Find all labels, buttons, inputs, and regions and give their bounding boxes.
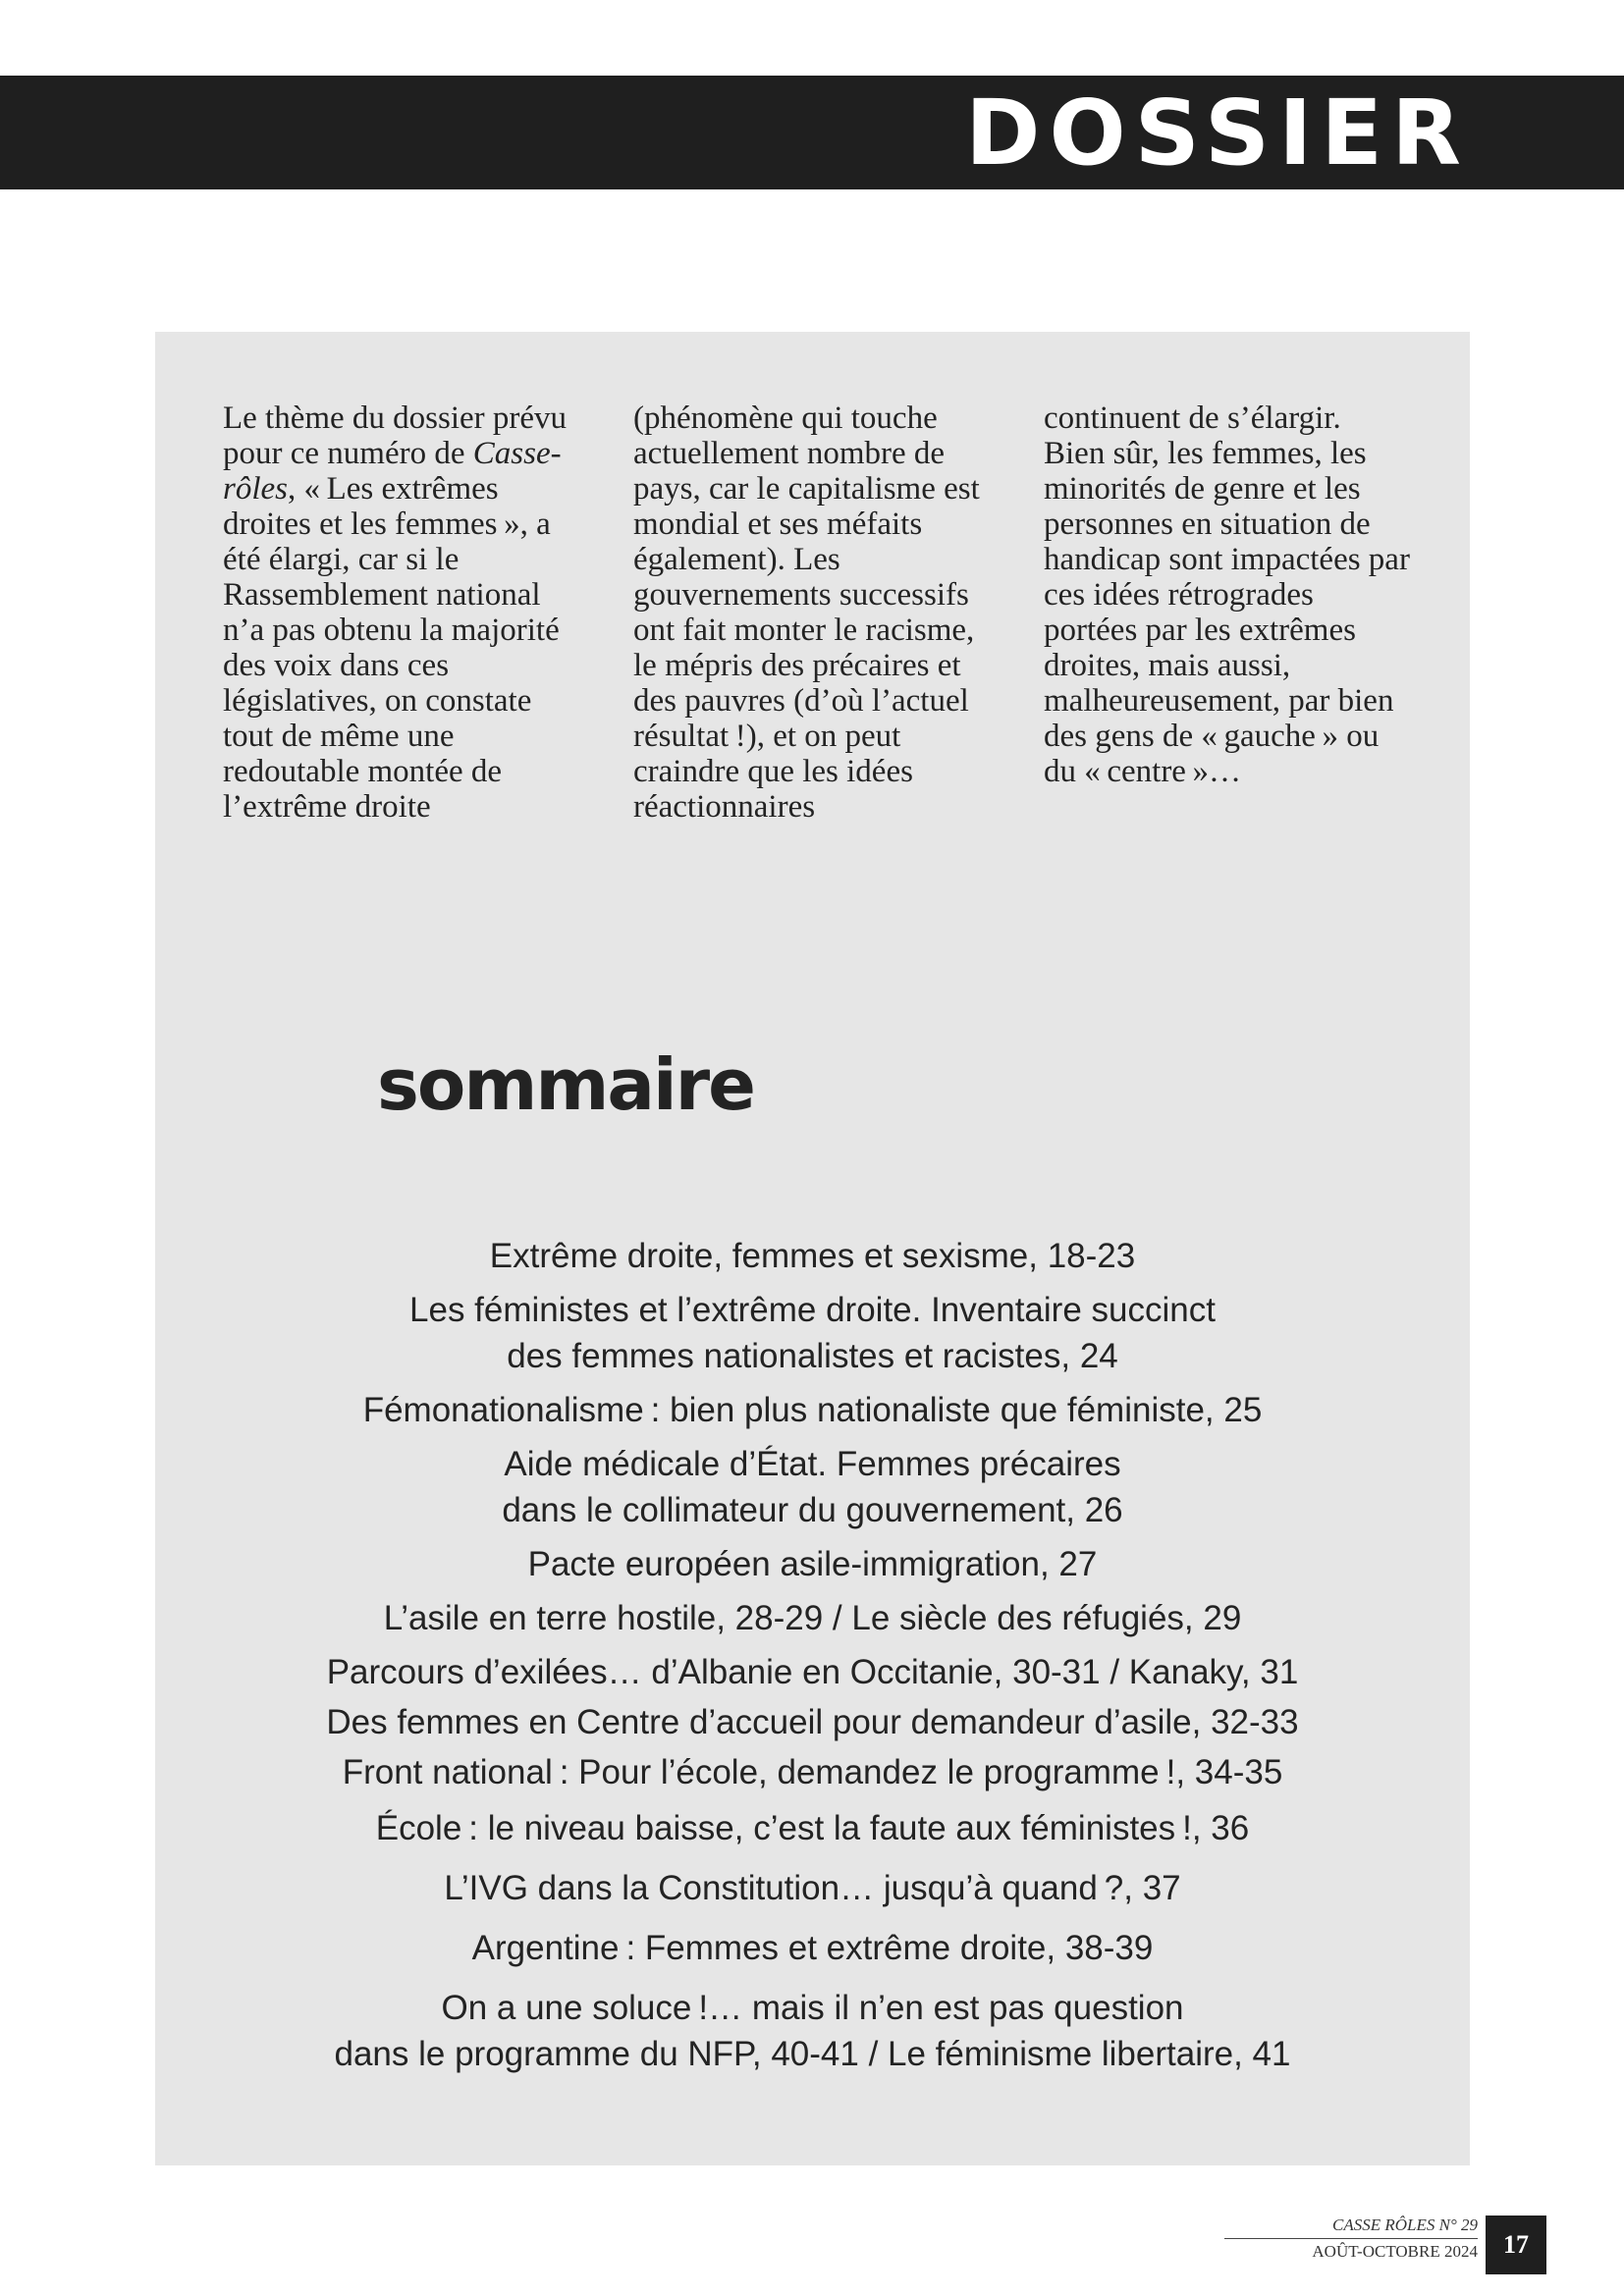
toc-entry [155, 1649, 1470, 1695]
toc-entry-line: Des femmes en Centre d’accueil pour demandeur d’asile, 32-33 [326, 1703, 1299, 1741]
toc-entry-line: dans le programme du NFP, 40-41 / Le féminisme libertaire, 41 [334, 2035, 1291, 2073]
toc-entry [155, 1387, 1470, 1433]
toc-entry-line: Les féministes et l’extrême droite. Inventaire succinct [409, 1291, 1216, 1329]
toc-entry [155, 1925, 1470, 1971]
toc-entry-line: Aide médicale d’État. Femmes précaires [504, 1445, 1121, 1483]
toc-entry-line: École : le niveau baisse, c’est la faute aux féministes !, 36 [375, 1809, 1250, 1847]
toc-entry [155, 1805, 1470, 1851]
section-title: DOSSIER [965, 80, 1470, 186]
intro-column-2 [633, 400, 1000, 825]
toc-entry-line: des femmes nationalistes et racistes, 24 [507, 1337, 1118, 1375]
intro-paragraph-3: continuent de s’élargir. Bien sûr, les femmes, les minorités de genre et les personnes en situation de handicap sont impactées par ces idées rétrogrades portées par les extrêmes droites, mais aussi, malheureusement, par bien des gens de « gauche » ou du « centre »… [1044, 400, 1410, 789]
toc-entry-line: Pacte européen asile-immigration, 27 [527, 1545, 1098, 1583]
table-of-contents [155, 1233, 1470, 2077]
toc-entry-line: L’IVG dans la Constitution… jusqu’à quand ?, 37 [444, 1869, 1181, 1907]
dossier-header-bar [0, 76, 1624, 189]
intro-paragraph-2: (phénomène qui touche actuellement nombre de pays, car le capitalisme est mondial et ses méfaits également). Les gouvernements successifs ont fait monter le racisme, le mépris des précaires et des pauvres (d’où l’actuel résultat !), et on peut craindre que les idées réactionnaires [633, 400, 980, 825]
issue-date: AOÛT-OCTOBRE 2024 [1312, 2242, 1478, 2261]
intro-text [223, 400, 1411, 825]
intro-column-1 [223, 400, 589, 825]
intro-text-start: Le thème du dossier prévu pour ce numéro de [223, 400, 568, 471]
toc-entry [155, 1541, 1470, 1587]
toc-entry-line: Argentine : Femmes et extrême droite, 38-39 [471, 1929, 1154, 1967]
toc-entry-line: Extrême droite, femmes et sexisme, 18-23 [489, 1237, 1136, 1275]
toc-entry-line: On a une soluce !… mais il n’en est pas question [441, 1989, 1184, 2027]
toc-entry-line: Fémonationalisme : bien plus nationaliste que féministe, 25 [362, 1391, 1263, 1429]
toc-entry-line: L’asile en terre hostile, 28-29 / Le siècle des réfugiés, 29 [383, 1599, 1242, 1637]
sommaire-heading: sommaire [377, 1043, 754, 1126]
toc-entry-line: dans le collimateur du gouvernement, 26 [502, 1491, 1123, 1529]
intro-column-3 [1044, 400, 1410, 825]
dossier-panel [155, 332, 1470, 2165]
toc-entry-line: Parcours d’exilées… d’Albanie en Occitanie, 30-31 / Kanaky, 31 [326, 1653, 1299, 1691]
toc-entry [155, 1441, 1470, 1533]
toc-entry-line: Front national : Pour l’école, demandez le programme !, 34-35 [342, 1753, 1283, 1791]
magazine-issue: CASSE RÔLES N° 29 [1332, 2216, 1478, 2234]
magazine-name: Casse-rôles [223, 436, 562, 507]
toc-entry [155, 1749, 1470, 1795]
page-number: 17 [1486, 2216, 1546, 2274]
toc-entry [155, 1699, 1470, 1745]
toc-entry [155, 1595, 1470, 1641]
toc-entry [155, 1865, 1470, 1911]
footer-rule [1224, 2238, 1478, 2239]
intro-paragraph-1 [223, 400, 589, 825]
toc-entry [155, 1287, 1470, 1379]
intro-text-rest: , « Les extrêmes droites et les femmes », a été élargi, car si le Rassemblement national n’a pas obtenu la majorité des voix dans ces législatives, on constate tout de même une redoutable montée de l’extrême droite [223, 471, 560, 825]
toc-entry [155, 1233, 1470, 1279]
page-footer [1224, 2215, 1478, 2263]
toc-entry [155, 1985, 1470, 2077]
